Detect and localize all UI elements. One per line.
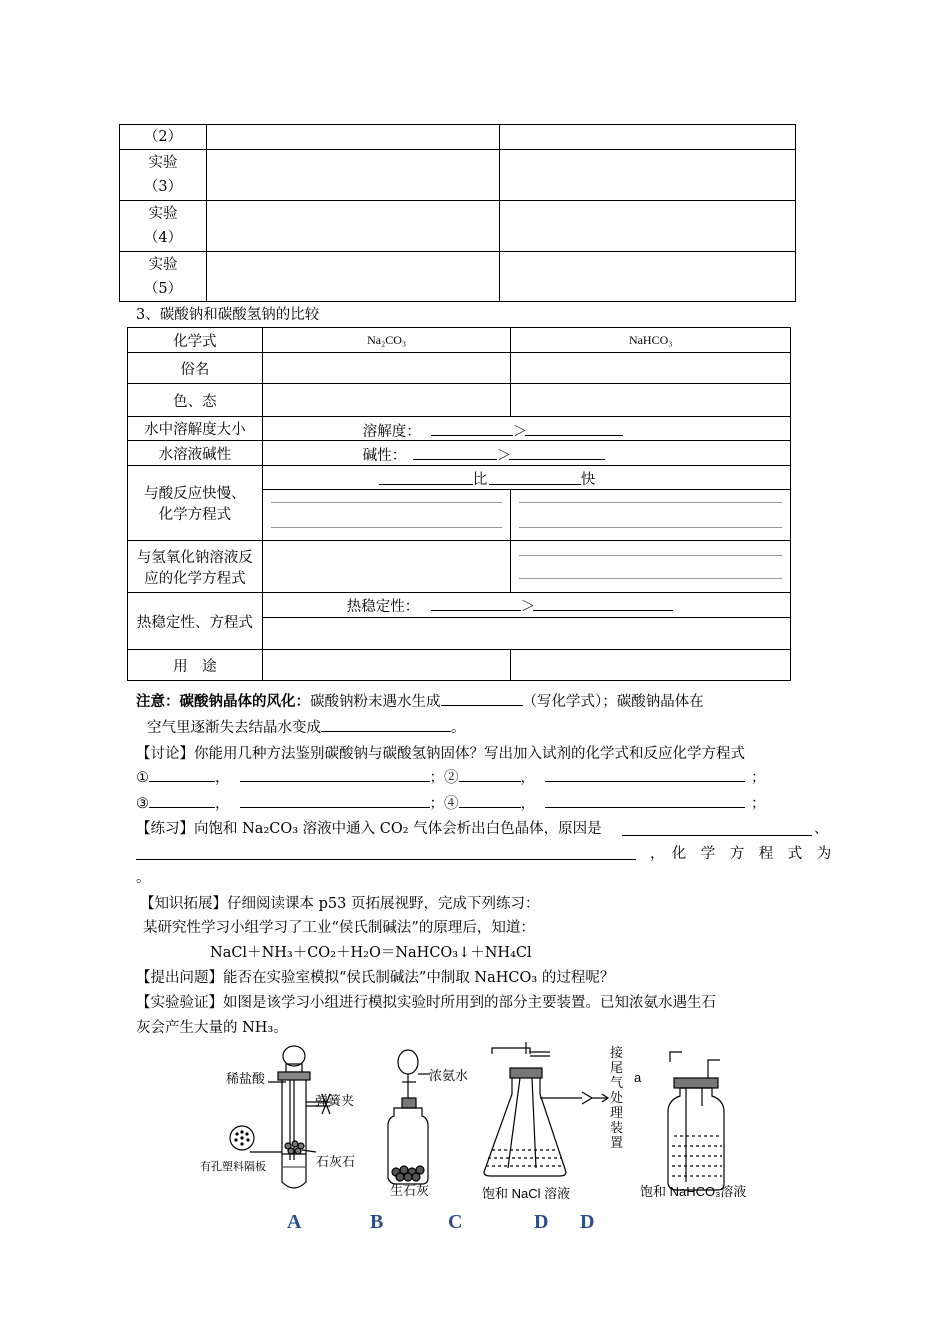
header-label: 化学式: [128, 328, 263, 353]
blank[interactable]: [533, 596, 673, 611]
row-naoh-reaction: 与氢氧化钠溶液反 应的化学方程式: [128, 541, 263, 593]
practice-line-1: 【练习】向饱和 Na₂CO₃ 溶液中通入 CO₂ 气体会析出白色晶体，原因是: [136, 821, 602, 837]
label-spring-clip: 弹簧夹: [315, 1094, 355, 1109]
label-conc-ammonia: 浓氨水: [429, 1069, 469, 1084]
apparatus-c: [484, 1042, 592, 1176]
naoh-eq-nahco3[interactable]: [511, 541, 791, 593]
blank[interactable]: [459, 767, 521, 782]
extension-line-1: 【知识拓展】仔细阅读课本 p53 页拓展视野，完成下列练习：: [140, 896, 540, 912]
blank[interactable]: [441, 691, 523, 706]
cell[interactable]: [500, 125, 796, 150]
blank[interactable]: [240, 767, 430, 782]
blank[interactable]: [622, 821, 812, 836]
row-use: 用 途: [128, 650, 263, 681]
blank[interactable]: [431, 421, 513, 436]
letter-d2: D: [580, 1211, 595, 1233]
cell[interactable]: [262, 650, 511, 681]
row-thermal: 热稳定性、方程式: [128, 593, 263, 650]
row-common-name: 俗名: [128, 353, 263, 384]
row-label: （2）: [120, 125, 207, 150]
cell[interactable]: [500, 201, 796, 252]
blank[interactable]: [545, 767, 745, 782]
acid-eq-na2co3[interactable]: [262, 490, 511, 541]
verify-line-2: 灰会产生大量的 NH₃。: [136, 1020, 288, 1036]
letter-c: C: [448, 1211, 463, 1233]
practice-dun: 、: [814, 821, 829, 837]
cell[interactable]: [262, 541, 511, 593]
note-line-2: 空气里逐渐失去结晶水变成 。: [147, 716, 466, 740]
label-plate: 有孔塑料隔板: [200, 1160, 266, 1173]
blank[interactable]: [431, 596, 521, 611]
note-line-1: 注意：碳酸钠晶体的风化：碳酸钠粉末遇水生成 （写化学式）；碳酸钠晶体在: [136, 693, 704, 710]
cell[interactable]: [206, 252, 500, 302]
cell[interactable]: [500, 252, 796, 302]
cell[interactable]: [500, 150, 796, 201]
discussion-prompt: 【讨论】你能用几种方法鉴别碳酸钠与碳酸氢钠固体？写出加入试剂的化学式和反应化学方程式: [136, 746, 745, 762]
practice-end: 。: [136, 870, 151, 886]
discussion-line-2: ③ ， ；④ ， ；: [136, 792, 766, 816]
apparatus-b: [388, 1050, 430, 1184]
discussion-line-1: ① ， ；② ， ；: [136, 766, 766, 790]
header-nahco3: NaHCO₃: [511, 328, 791, 353]
cell[interactable]: [262, 384, 511, 417]
question: 【提出问题】能否在实验室模拟“侯氏制碱法”中制取 NaHCO₃ 的过程呢？: [136, 970, 615, 986]
gt: ＞: [496, 448, 512, 464]
blank[interactable]: [525, 421, 623, 436]
label-limestone: 石灰石: [316, 1155, 356, 1170]
gt: ＞: [520, 599, 536, 615]
acid-compare-cell[interactable]: [262, 466, 790, 490]
cell[interactable]: [511, 650, 791, 681]
solubility-cell[interactable]: [262, 417, 790, 441]
blank[interactable]: [489, 470, 581, 485]
label-quicklime: 生石灰: [390, 1184, 430, 1199]
row-acid-reaction: 与酸反应快慢、 化学方程式: [128, 466, 263, 541]
row-label: 实验 （5）: [120, 252, 207, 302]
thermal-eq-cell[interactable]: [262, 618, 790, 650]
blank[interactable]: [379, 470, 473, 485]
label-tail-gas: 接尾气处理装置: [610, 1046, 624, 1151]
blank[interactable]: [459, 793, 521, 808]
label-dilute-hcl: 稀盐酸: [226, 1072, 266, 1087]
letter-d1: D: [534, 1211, 549, 1233]
section-title: 3、碳酸钠和碳酸氢钠的比较: [136, 307, 320, 323]
solubility-text: 溶解度：: [362, 424, 421, 440]
blank[interactable]: [413, 445, 497, 460]
comparison-table: [127, 327, 791, 681]
cell[interactable]: [511, 384, 791, 417]
cell[interactable]: [511, 353, 791, 384]
cell[interactable]: [262, 353, 511, 384]
gt: ＞: [512, 424, 528, 440]
blank[interactable]: [509, 445, 605, 460]
verify-line-1: 【实验验证】如图是该学习小组进行模拟实验时所用到的部分主要装置。已知浓氨水遇生石: [136, 995, 716, 1011]
row-solubility: 水中溶解度大小: [128, 417, 263, 441]
equation: NaCl＋NH₃＋CO₂＋H₂O＝NaHCO₃↓＋NH₄Cl: [210, 945, 532, 961]
label-nacl: 饱和 NaCl 溶液: [482, 1186, 571, 1201]
row-label: 实验 （3）: [120, 150, 207, 201]
blank[interactable]: [240, 793, 430, 808]
extension-line-2: 某研究性学习小组学习了工业“侯氏制碱法”的原理后，知道：: [143, 920, 535, 936]
letter-b: B: [370, 1211, 384, 1233]
practice-formula-label: ， 化 学 方 程 式 为: [650, 846, 832, 862]
row-label: 实验 （4）: [120, 201, 207, 252]
blank[interactable]: [149, 793, 215, 808]
blank[interactable]: [149, 767, 215, 782]
bi-text: 比: [472, 472, 488, 488]
letter-a: A: [287, 1211, 302, 1233]
basicity-cell[interactable]: [262, 441, 790, 466]
row-basicity: 水溶液碱性: [128, 441, 263, 466]
acid-eq-nahco3[interactable]: [511, 490, 791, 541]
label-a: a: [634, 1070, 642, 1085]
row-color-state: 色、态: [128, 384, 263, 417]
cell[interactable]: [206, 150, 500, 201]
blank[interactable]: [136, 845, 636, 860]
basicity-text: 碱性：: [362, 448, 407, 464]
apparatus-d: [668, 1052, 724, 1190]
blank[interactable]: [321, 717, 451, 732]
blank[interactable]: [545, 793, 745, 808]
header-na2co3: Na₂CO₃: [262, 328, 511, 353]
experiment-table: [119, 124, 796, 302]
label-nahco3: 饱和 NaHCO₃溶液: [640, 1184, 747, 1199]
thermal-text: 热稳定性：: [346, 599, 420, 615]
cell[interactable]: [206, 201, 500, 252]
kuai-text: 快: [580, 472, 596, 488]
thermal-cell[interactable]: [262, 593, 790, 618]
cell[interactable]: [206, 125, 500, 150]
